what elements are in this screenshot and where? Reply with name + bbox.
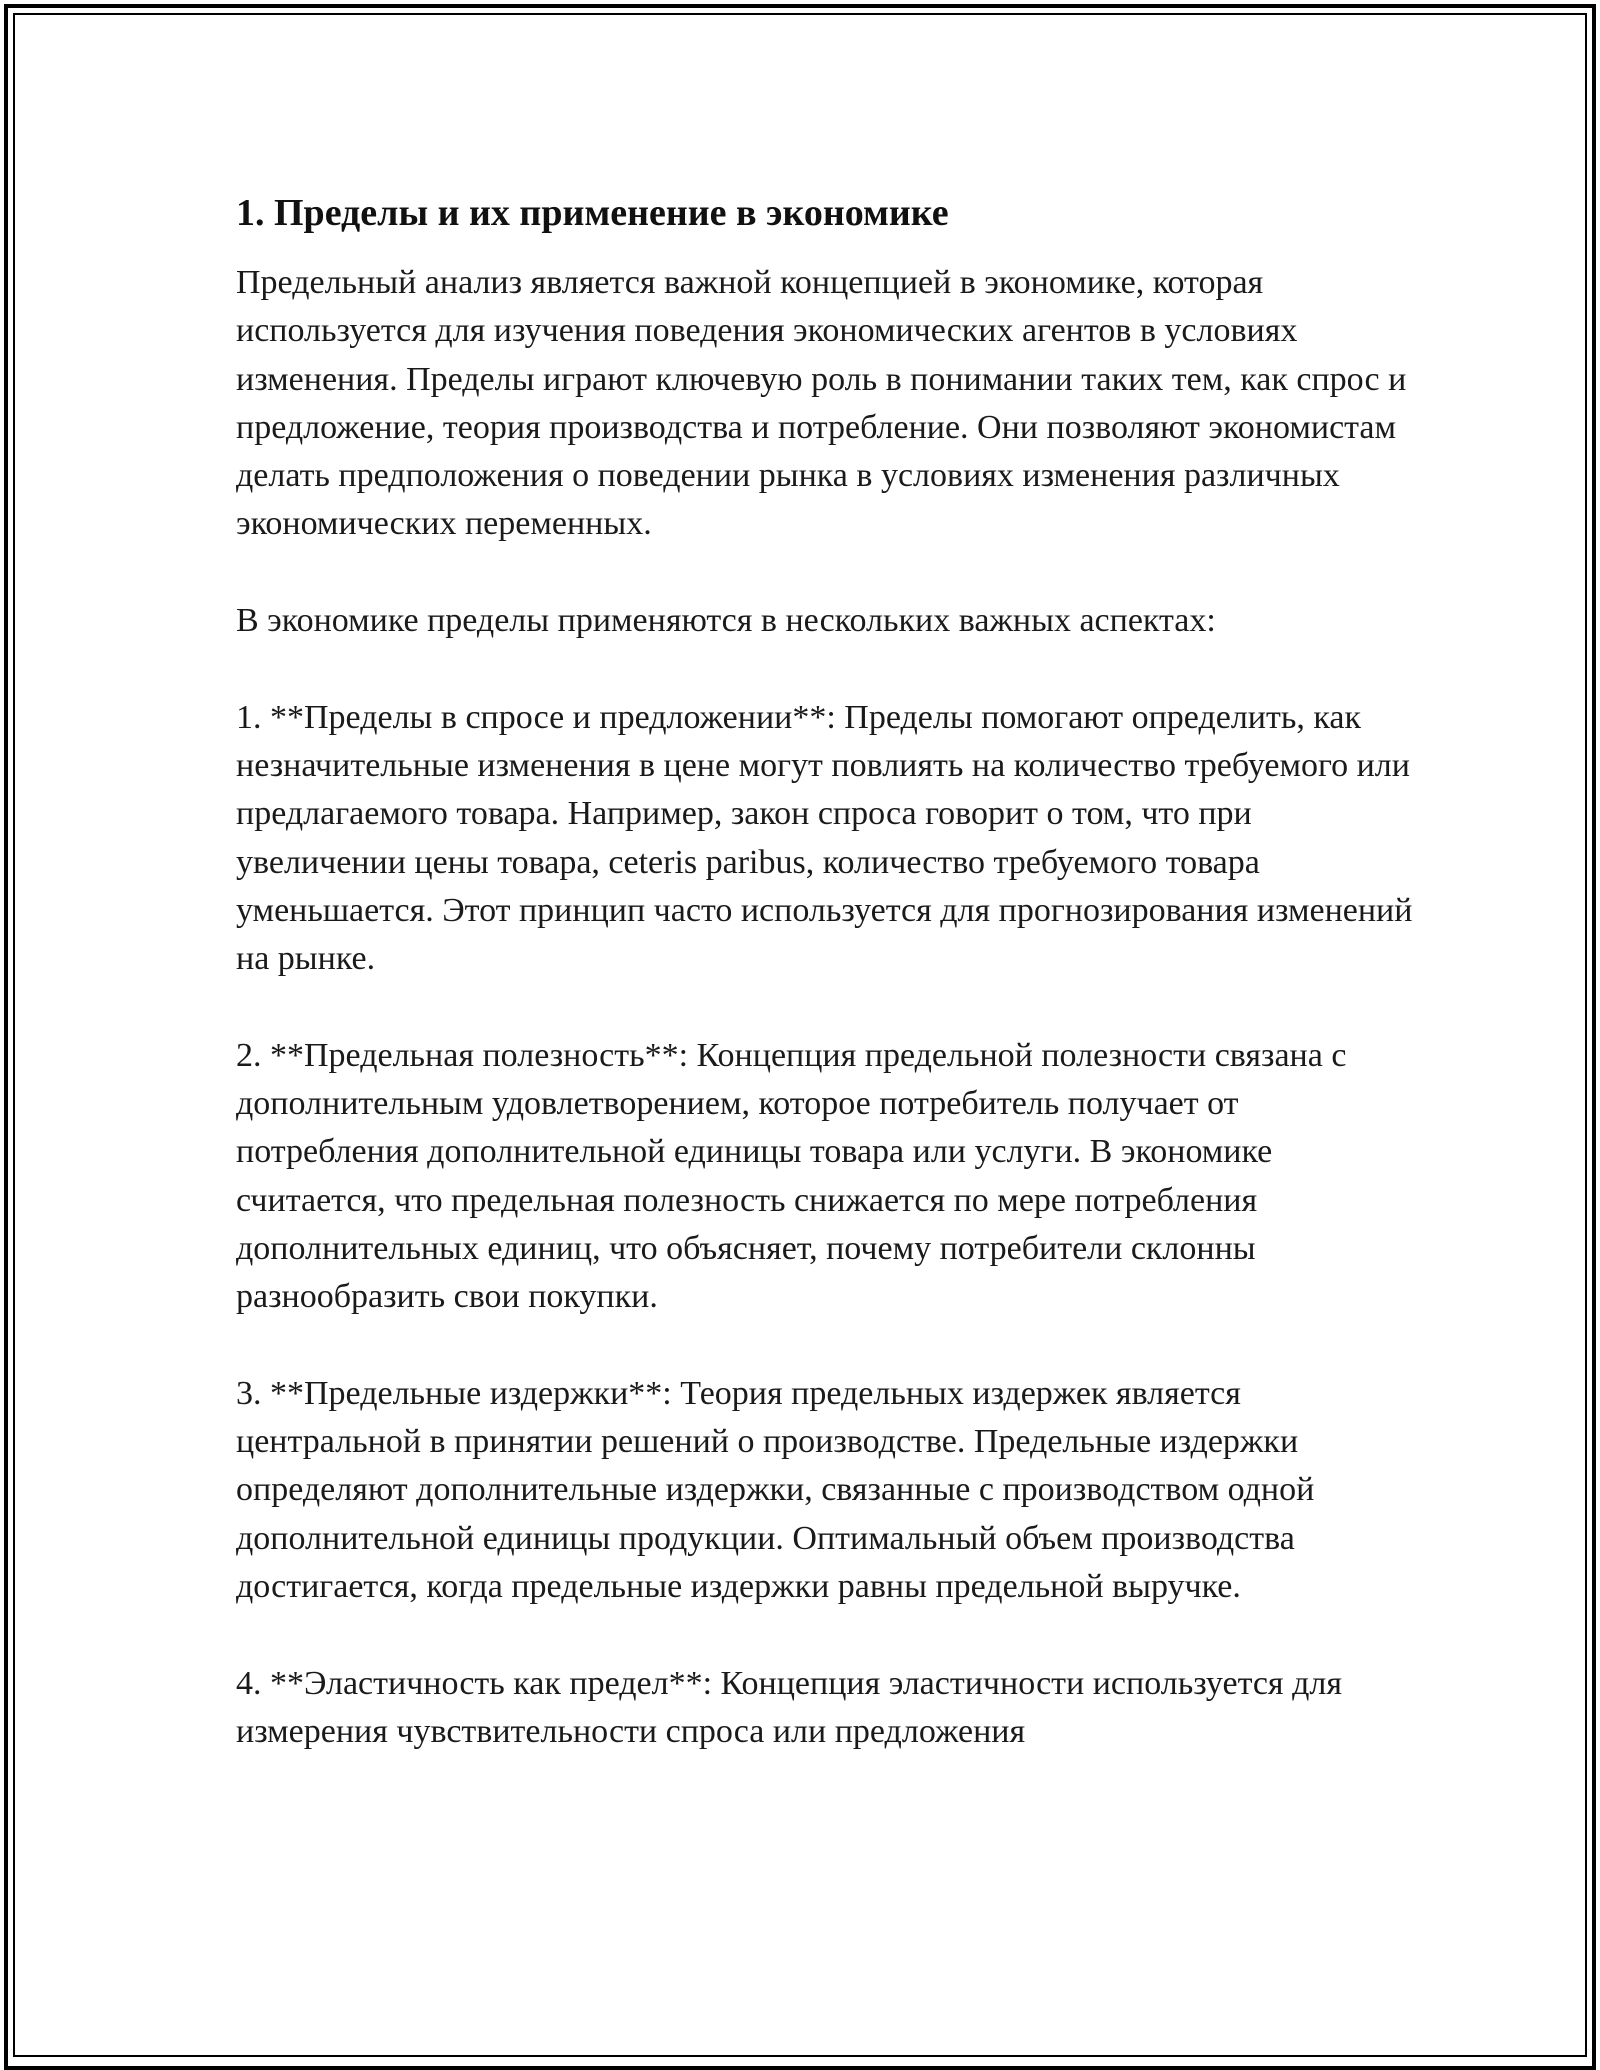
paragraph-spacer xyxy=(236,645,1416,693)
paragraph-spacer xyxy=(236,549,1416,597)
list-item-marginal-utility: 2. **Предельная полезность**: Концепция предельной полезности связана с дополнительным удовлетворением, которое потребитель получает от потребления дополнительной единицы товара или услуги. В экономике считается, что предельная полезность снижается по мере потребления дополнительных единиц, что объясняет, почему потребители склонны разнообразить свои покупки. xyxy=(236,1036,1347,1316)
aspects-intro-paragraph: В экономике пределы применяются в нескольких важных аспектах: xyxy=(236,602,1216,640)
section-heading: 1. Пределы и их применение в экономике xyxy=(236,192,949,234)
intro-paragraph: Предельный анализ является важной концепцией в экономике, которая используется для изучения поведения экономических агентов в условиях изменения. Пределы играют ключевую роль в понимании таких тем, как спрос и предложение, теория производства и потребление. Они позволяют экономистам делать предположения о поведении рынка в условиях изменения различных экономических переменных. xyxy=(236,264,1407,543)
paragraph-spacer xyxy=(236,1322,1416,1370)
paragraph-spacer xyxy=(236,983,1416,1031)
list-item-marginal-costs: 3. **Предельные издержки**: Теория предельных издержек является центральной в принятии решений о производстве. Предельные издержки определяют дополнительные издержки, связанные с производством одной дополнительной единицы продукции. Оптимальный объем производства достигается, когда предельные издержки равны предельной выручке. xyxy=(236,1374,1315,1606)
document-body xyxy=(236,188,1416,1756)
list-item-supply-demand: 1. **Пределы в спросе и предложении**: Пределы помогают определить, как незначительные изменения в цене могут повлиять на количество требуемого или предлагаемого товара. Например, закон спроса говорит о том, что при увеличении цены товара, ceteris paribus, количество требуемого товара уменьшается. Этот принцип часто используется для прогнозирования изменений на рынке. xyxy=(236,698,1413,978)
list-item-elasticity: 4. **Эластичность как предел**: Концепция эластичности используется для измерения чувствительности спроса или предложения xyxy=(236,1664,1342,1750)
paragraph-spacer xyxy=(236,1611,1416,1659)
